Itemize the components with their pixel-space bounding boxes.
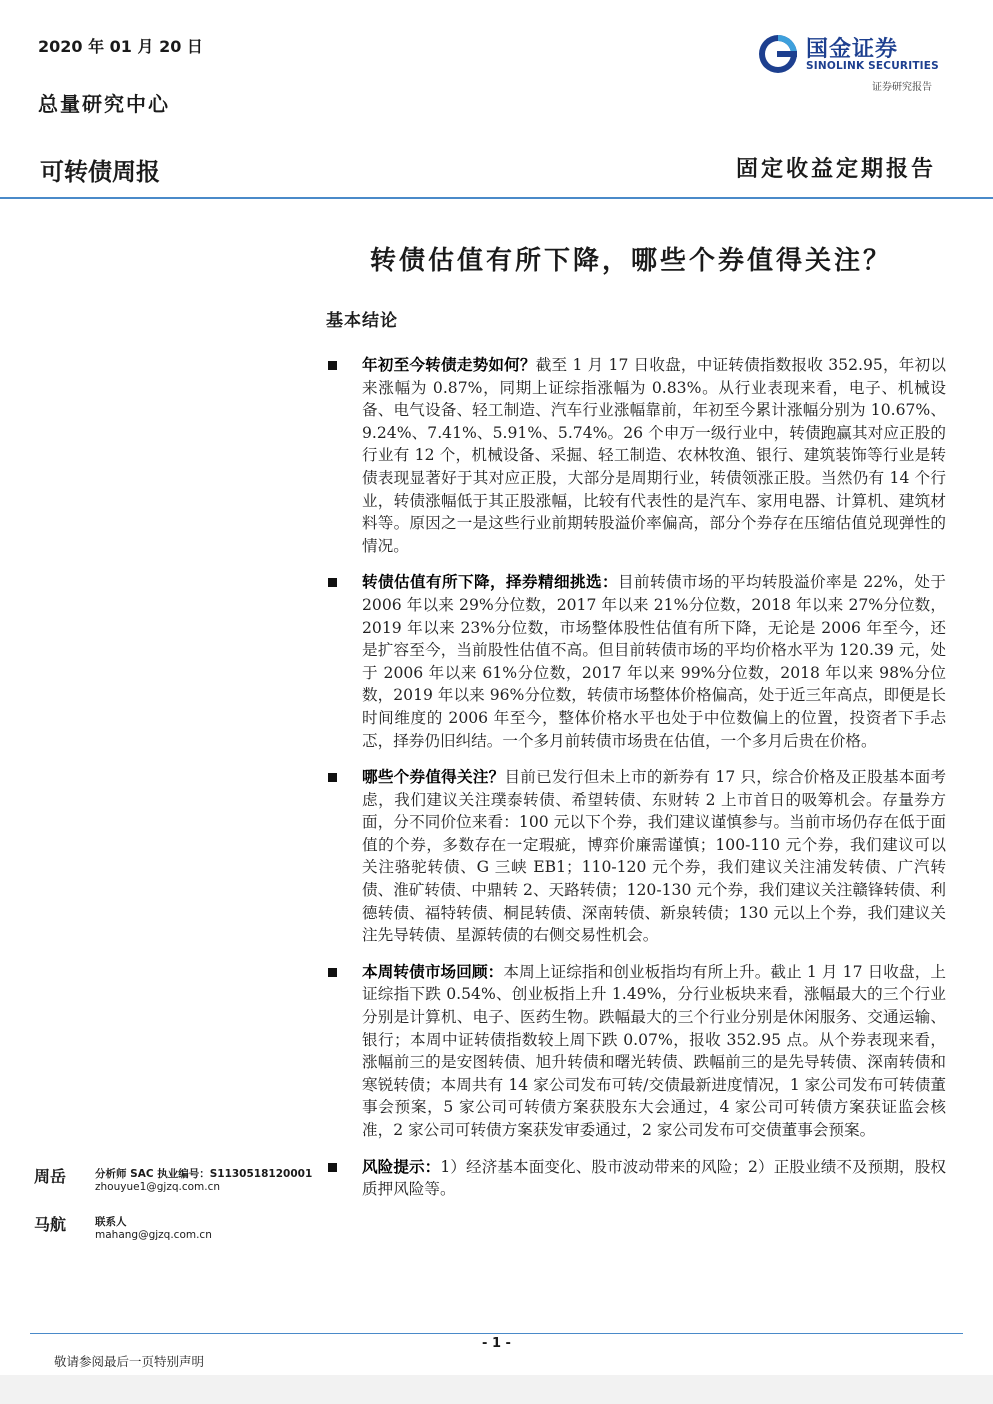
department-name: 总量研究中心 bbox=[38, 92, 170, 116]
list-item bbox=[326, 571, 946, 752]
square-bullet-icon bbox=[328, 361, 337, 370]
square-bullet-icon bbox=[328, 968, 337, 977]
conclusion-list bbox=[326, 354, 946, 1215]
logo-subtitle: 证券研究报告 bbox=[872, 82, 932, 93]
bullet-text: 截至 1 月 17 日收盘，中证转债指数报收 352.95，年初以来涨幅为 0.87%，同期上证综指涨幅为 0.83%。从行业表现来看，电子、机械设备、电气设备、轻工制造、汽车行业涨幅靠前，年初至今累计涨幅分别为 10.67%、9.24%、7.41%、5.91%、5.74%。26 个申万一级行业中，转债跑赢其对应正股的行业有 12 个，机械设备、采掘、轻工制造、农林牧渔、银行、建筑装饰等行业是转债表现显著好于其对应正股，大部分是周期行业，转债领涨正股。当然仍有 14 个行业，转债涨幅低于其正股涨幅，比较有代表性的是汽车、家用电器、计算机、建筑材料等。原因之一是这些行业前期转股溢价率偏高，部分个券存在压缩估值兑现弹性的情况。 bbox=[362, 356, 946, 555]
bottom-margin-band bbox=[0, 1375, 993, 1404]
logo-english-name: SINOLINK SECURITIES bbox=[806, 60, 939, 72]
bullet-lead: 转债估值有所下降，择券精细挑选： bbox=[362, 572, 618, 592]
bullet-text: 1）经济基本面变化、股市波动带来的风险；2）正股业绩不及预期，股权质押风险等。 bbox=[362, 1157, 946, 1199]
contact-name: 马航 bbox=[34, 1215, 67, 1234]
square-bullet-icon bbox=[328, 1163, 337, 1172]
list-item bbox=[326, 961, 946, 1142]
logo-chinese-name: 国金证券 bbox=[806, 37, 899, 62]
footer-divider bbox=[30, 1333, 963, 1334]
bullet-lead: 年初至今转债走势如何？ bbox=[362, 355, 536, 374]
contact-info bbox=[34, 1212, 304, 1252]
analyst-email: zhouyue1@gjzq.com.cn bbox=[95, 1181, 221, 1193]
footer-disclaimer: 敬请参阅最后一页特别声明 bbox=[54, 1354, 205, 1369]
analyst-info bbox=[34, 1164, 313, 1204]
list-item bbox=[326, 354, 946, 557]
analyst-credential: 分析师 SAC 执业编号：S1130518120001 bbox=[95, 1168, 313, 1180]
analyst-name: 周岳 bbox=[34, 1167, 67, 1186]
report-title: 转债估值有所下降，哪些个券值得关注？ bbox=[369, 246, 892, 276]
contact-email: mahang@gjzq.com.cn bbox=[95, 1229, 212, 1241]
square-bullet-icon bbox=[328, 773, 337, 782]
section-heading: 基本结论 bbox=[326, 311, 398, 331]
bullet-lead: 哪些个券值得关注？ bbox=[362, 767, 505, 787]
contact-role: 联系人 bbox=[95, 1216, 127, 1228]
bullet-text: 目前转债市场的平均转股溢价率是 22%，处于 2006 年以来 29%分位数，2017 年以来 21%分位数，2018 年以来 27%分位数，2019 年以来 23%分位数，市场整体股性估值有所下降，无论是 2006 年至今，还是扩容至今，当前股性估值不高。但目前转债市场的平均价格水平为 120.39 元，处于 2006 年以来 61%分位数，2017 年以来 99%分位数，2018 年以来 98%分位数，2019 年以来 96%分位数，转债市场整体价格偏高，处于近三年高点，即便是长时间维度的 2006 年至今，整体价格水平也处于中位数偏上的位置，投资者下手忐忑，择券仍旧纠结。一个多月前转债市场贵在估值，一个多月后贵在价格。 bbox=[362, 573, 946, 750]
bullet-lead: 风险提示： bbox=[362, 1156, 441, 1176]
report-classification: 固定收益定期报告 bbox=[736, 156, 937, 182]
list-item bbox=[326, 766, 946, 947]
bullet-text: 本周上证综指和创业板指均有所上升。截止 1 月 17 日收盘，上证综指下跌 0.54%、创业板指上升 1.49%，分行业板块来看，涨幅最大的三个行业分别是计算机、电子、医药生物。跌幅最大的三个行业分别是休闲服务、交通运输、银行；本周中证转债指数较上周下跌 0.07%，报收 352.95 点。从个券表现来看，涨幅前三的是安图转债、旭升转债和曙光转债、跌幅前三的是先导转债、深南转债和寒锐转债；本周共有 14 家公司发布可转/交债最新进度情况，1 家公司发布可转债董事会预案，5 家公司可转债方案获股东大会通过，4 家公司可转债方案获证监会核准，2 家公司可转债方案获发审委通过，2 家公司发布可交债董事会预案。 bbox=[362, 962, 946, 1139]
bullet-text: 目前已发行但未上市的新券有 17 只，综合价格及正股基本面考虑，我们建议关注璞泰转债、希望转债、东财转 2 上市首日的吸筹机会。存量券方面，分不同价位来看：100 元以下个券，我们建议谨慎参与。当前市场仍存在低于面值的个券，多数存在一定瑕疵，博弈价廉需谨慎；100-110 元个券，我们建议可以关注骆驼转债、G 三峡 EB1；110-120 元个券，我们建议关注浦发转债、广汽转债、淮矿转债、中鼎转 2、天路转债；120-130 元个券，我们建议关注赣锋转债、利德转债、福特转债、桐昆转债、深南转债、新泉转债；130 元以上个券，我们建议关注先导转债、星源转债的右侧交易性机会。 bbox=[362, 768, 946, 945]
header-divider bbox=[0, 197, 993, 199]
bullet-lead: 本周转债市场回顾： bbox=[362, 961, 504, 981]
page-number: - 1 - bbox=[482, 1336, 511, 1351]
report-type: 可转债周报 bbox=[40, 158, 160, 186]
square-bullet-icon bbox=[328, 578, 337, 587]
report-date: 2020 年 01 月 20 日 bbox=[38, 37, 203, 56]
list-item bbox=[326, 1156, 946, 1201]
